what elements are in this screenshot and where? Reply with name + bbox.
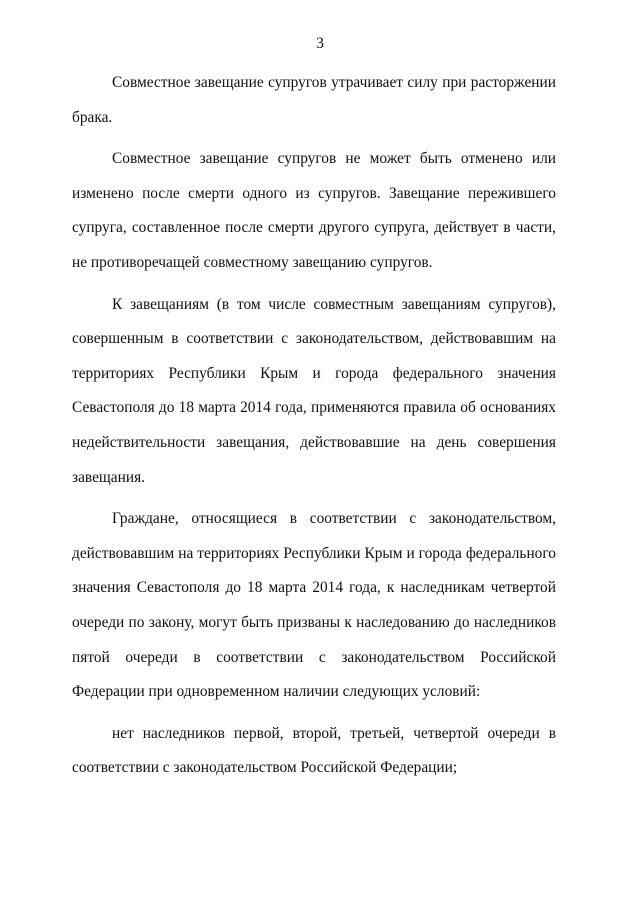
- paragraph-3: К завещаниям (в том числе совместным завещаниям супругов), совершенным в соответствии с законодательством, действовавшим на территориях Республики Крым и города федерального значения Севастополя до 18 марта 2014 года, применяются правила об основаниях недействительности завещания, действовавшие на день совершения завещания.: [72, 295, 556, 486]
- document-body: [72, 66, 556, 786]
- page-number: 3: [316, 35, 324, 52]
- paragraph-1: Совместное завещание супругов утрачивает силу при расторжении брака.: [72, 74, 556, 126]
- paragraph-4: Граждане, относящиеся в соответствии с законодательством, действовавшим на территориях Республики Крым и города федерального значения Севастополя до 18 марта 2014 года, к наследникам четвертой очереди по закону, могут быть призваны к наследованию до наследников пятой очереди в соответствии с законодательством Российской Федерации при одновременном наличии следующих условий:: [72, 510, 556, 701]
- paragraph-2: Совместное завещание супругов не может быть отменено или изменено после смерти одного из супругов. Завещание пережившего супруга, составленное после смерти другого супруга, действует в части, не противоречащей совместному завещанию супругов.: [72, 150, 556, 271]
- paragraph-5: нет наследников первой, второй, третьей, четвертой очереди в соответствии с законодательством Российской Федерации;: [72, 724, 556, 777]
